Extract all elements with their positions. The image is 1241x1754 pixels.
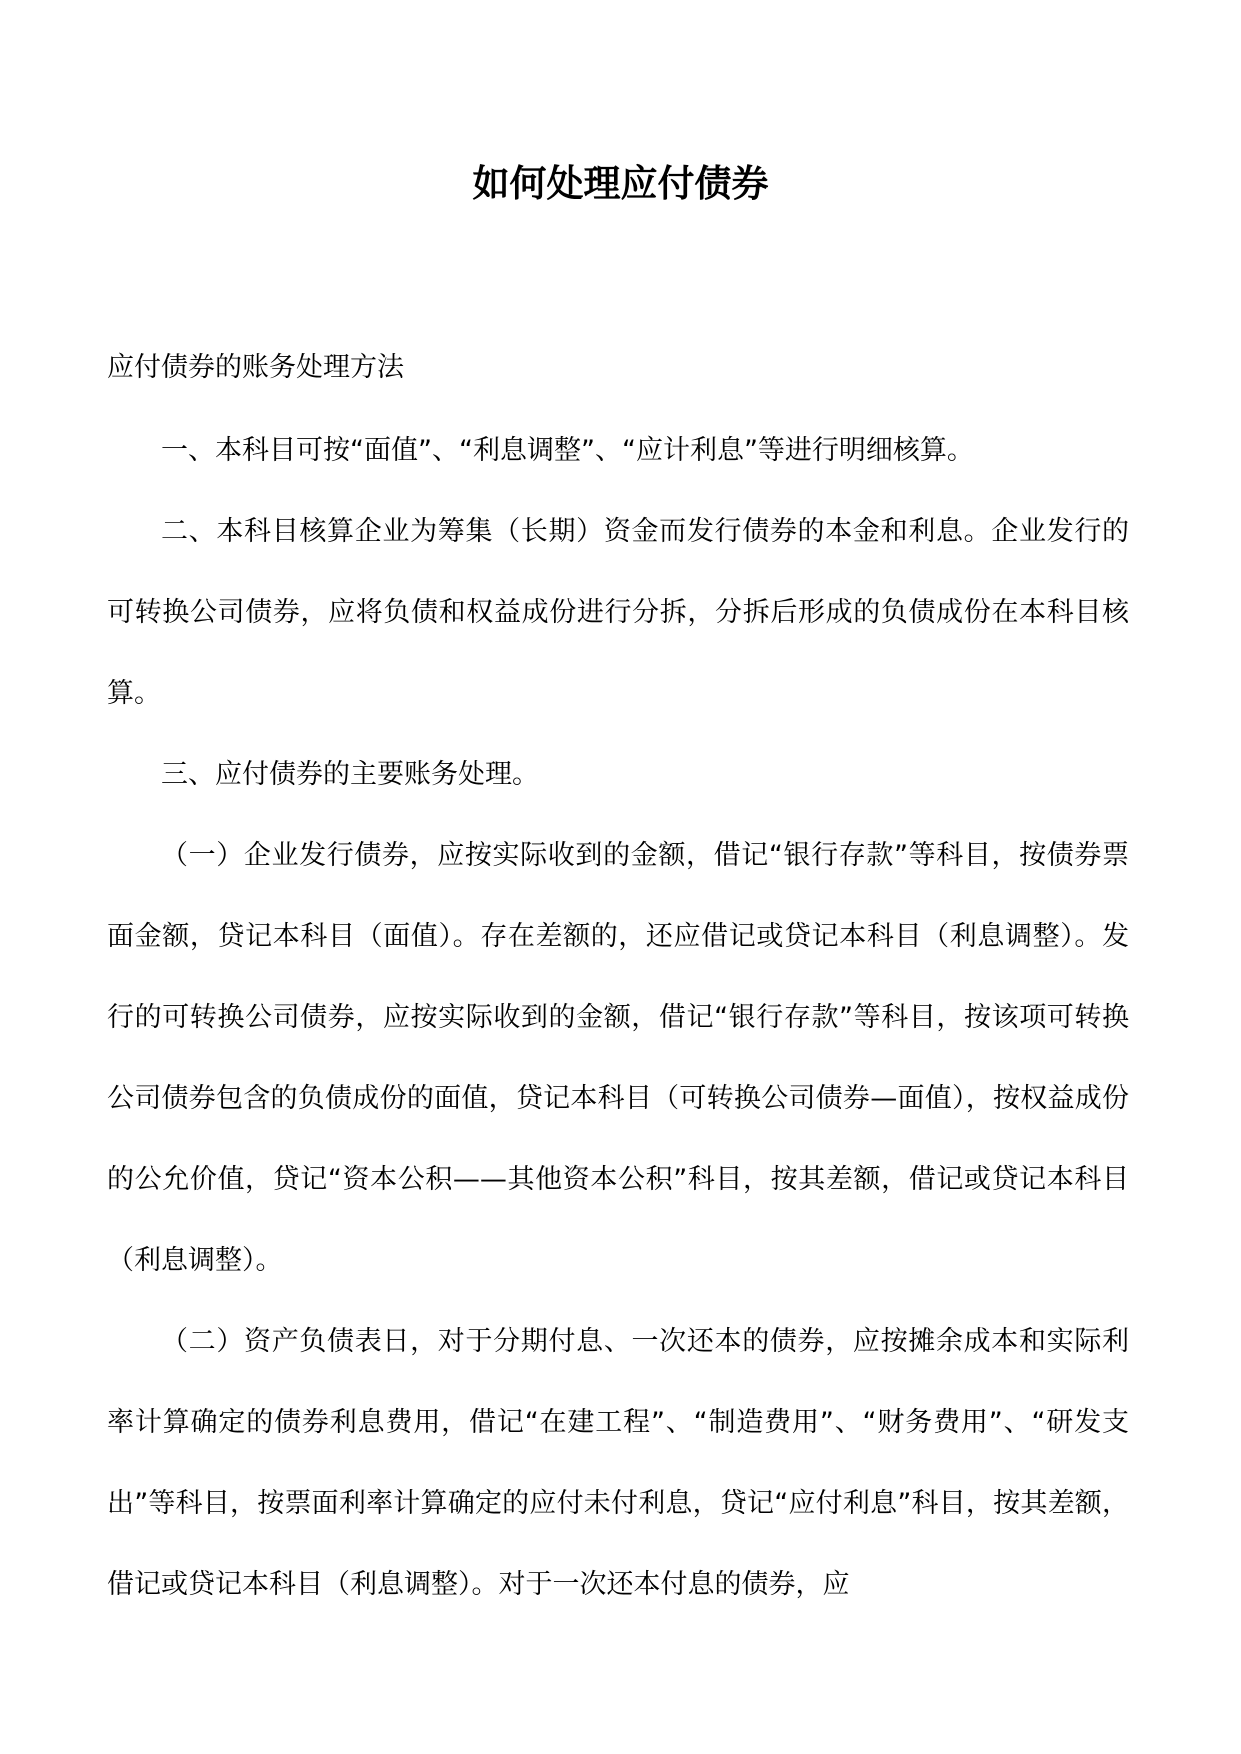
paragraph-1: 一、本科目可按“面值”、“利息调整”、“应计利息”等进行明细核算。: [161, 435, 974, 466]
section-heading: 应付债券的账务处理方法: [107, 352, 404, 383]
paragraph-3: 三、应付债券的主要账务处理。: [161, 759, 539, 790]
paragraph-2: 二、本科目核算企业为筹集（长期）资金而发行债券的本金和利息。企业发行的可转换公司债券，应将负债和权益成份进行分拆，分拆后形成的负债成份在本科目核算。: [107, 516, 1129, 709]
paragraph-5: （二）资产负债表日，对于分期付息、一次还本的债券，应按摊余成本和实际利率计算确定的债券利息费用，借记“在建工程”、“制造费用”、“财务费用”、“研发支出”等科目，按票面利率计算确定的应付未付利息，贷记“应付利息”科目，按其差额，借记或贷记本科目（利息调整）。对于一次还本付息的债券，应: [107, 1326, 1129, 1600]
document-title: 如何处理应付债券: [472, 161, 769, 205]
paragraph-4: （一）企业发行债券，应按实际收到的金额，借记“银行存款”等科目，按债券票面金额，贷记本科目（面值）。存在差额的，还应借记或贷记本科目（利息调整）。发行的可转换公司债券，应按实际收到的金额，借记“银行存款”等科目，按该项可转换公司债券包含的负债成份的面值，贷记本科目（可转换公司债券—面值），按权益成份的公允价值，贷记“资本公积——其他资本公积”科目，按其差额，借记或贷记本科目（利息调整）。: [107, 840, 1129, 1276]
document-body: [107, 410, 1129, 1625]
